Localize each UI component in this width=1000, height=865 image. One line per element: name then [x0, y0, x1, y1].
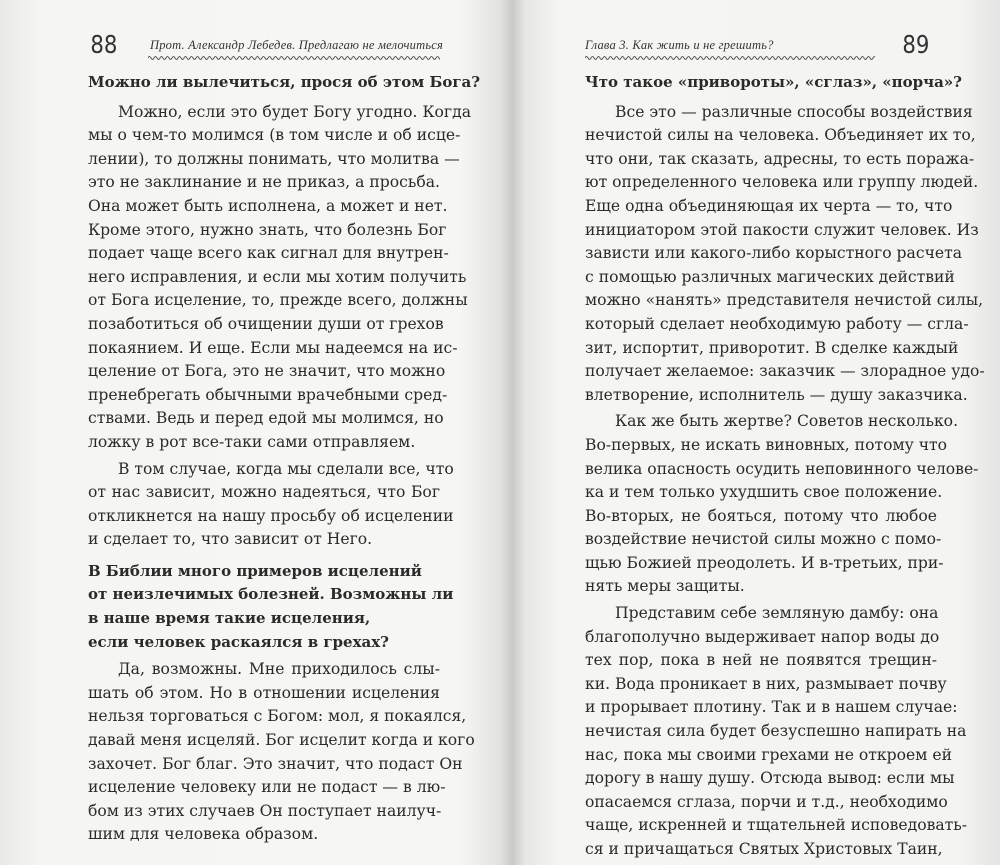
right-running-head: Глава 3. Как жить и не грешить? [585, 38, 774, 52]
right-page-number: 89 [902, 30, 930, 59]
paragraph [88, 658, 475, 847]
text-line: целение от Бога, это не значит, что можно [88, 362, 446, 381]
text-line: пренебрегать обычными врачебными сред- [88, 385, 448, 404]
text-line: тех пор, пока в ней не появятся трещин- [585, 651, 937, 670]
text-line: Можно ли вылечиться, прося об этом Бога? [88, 73, 481, 91]
text-line: и прорывает плотину. Так и в нашем случае: [585, 698, 958, 717]
text-line: ют определенного человека или группу людей. [585, 173, 979, 192]
text-line: с помощью различных магических действий [585, 267, 955, 286]
text-line: Она может быть исполнена, а может и нет. [88, 196, 448, 215]
text-line: Еще одна объединяющая их черта — то, что [585, 196, 953, 215]
text-line: который сделает необходимую работу — сгла- [585, 314, 969, 333]
section-heading [88, 560, 454, 654]
text-line: зависти или какого-либо корыстного расчета [585, 244, 963, 263]
text-line: исцеление человеку или не подаст — в лю- [88, 778, 446, 797]
right-header-wave-rule [585, 54, 875, 62]
text-line: щью Божией преодолеть. И в-третьих, при- [585, 553, 944, 572]
text-line: от неизлечимых болезней. Возможны ли [88, 585, 454, 604]
text-line: шать об этом. Но в отношении исцеления [88, 683, 440, 702]
paragraph [88, 458, 454, 552]
text-line: Во-вторых, не бояться, потому что любое [585, 506, 937, 525]
text-line: Как же быть жертве? Советов несколько. [615, 412, 959, 431]
text-line: лении), то должны понимать, что молитва — [88, 149, 460, 168]
text-line: что они, так сказать, адресны, то есть поража- [585, 149, 975, 168]
text-line: инициатором этой пакости служит человек. Из [585, 220, 979, 239]
text-line: В том случае, когда мы сделали все, что [118, 459, 454, 478]
text-line: ка и тем только ухудшить свое положение. [585, 483, 943, 502]
text-line: от нас зависит, можно надеяться, что Бог [88, 483, 440, 502]
text-line: покаянием. И еще. Если мы надеемся на ис- [88, 338, 458, 357]
text-line: подает чаще всего как сигнал для внутрен- [88, 244, 449, 263]
text-line: дорогу в нашу душу. Отсюда вывод: если мы [585, 769, 955, 788]
text-line: Можно, если это будет Богу угодно. Когда [118, 102, 471, 121]
left-page-number: 88 [90, 30, 118, 59]
text-line: влетворение, исполнитель — душу заказчика. [585, 385, 968, 404]
paragraph [585, 410, 979, 599]
paragraph [585, 602, 968, 862]
section-heading [88, 71, 481, 95]
text-line: благополучно выдерживает напор воды до [585, 627, 940, 646]
text-line: Что такое «привороты», «сглаз», «порча»? [585, 73, 962, 91]
text-line: Кроме этого, нужно знать, что болезнь Бог [88, 220, 447, 239]
text-line: нять меры защиты. [585, 577, 745, 596]
text-line: нечистой силы на человека. Объединяет их то, [585, 126, 976, 145]
text-line: это не заклинание и не приказ, а просьба. [88, 173, 440, 192]
left-running-head: Прот. Александр Лебедев. Предлагаю не мелочиться [150, 38, 443, 52]
text-line: велика опасность осудить неповинного челове- [585, 459, 979, 478]
text-line: давай меня исцеляй. Бог исцелит когда и кого [88, 731, 475, 750]
text-line: опасаемся сглаза, порчи и т.д., необходимо [585, 792, 948, 811]
section-heading [585, 71, 962, 95]
text-line: бом из этих случаев Он поступает наилуч- [88, 801, 442, 820]
paragraph [88, 101, 471, 455]
text-line: ся и причащаться Святых Христовых Таин, [585, 840, 943, 858]
text-line: ствами. Ведь и перед едой мы молимся, но [88, 409, 444, 428]
paragraph [585, 101, 985, 408]
text-line: Во-первых, не искать виновных, потому что [585, 435, 948, 454]
right-page-body [585, 70, 985, 865]
text-line: шим для человека образом. [88, 825, 319, 844]
left-header-wave-rule [148, 54, 440, 62]
text-line: Все это — различные способы воздействия [615, 102, 973, 121]
text-line: нечистая сила будет безуспешно напирать на [585, 722, 967, 741]
text-line: получает желаемое: заказчик — злорадное удо- [585, 362, 985, 381]
text-line: позаботиться об очищении души от грехов [88, 314, 444, 333]
text-line: чаще, искренней и тщательней исповедовать- [585, 816, 968, 835]
text-line: Представим себе земляную дамбу: она [615, 604, 939, 623]
text-line: ложку в рот все-таки сами отправляем. [88, 432, 416, 451]
text-line: зит, испортит, приворотит. В сделке каждый [585, 338, 959, 357]
text-line: Да, возможны. Мне приходилось слы- [118, 660, 440, 679]
text-line: ки. Вода проникает в них, размывает почву [585, 674, 947, 693]
text-line: воздействие нечистой силы можно с помо- [585, 530, 942, 549]
text-line: в наше время такие исцеления, [88, 609, 371, 628]
text-line: захочет. Бог благ. Это значит, что подаст Он [88, 754, 463, 773]
text-line: нельзя торговаться с Богом: мол, я покаялся, [88, 707, 467, 726]
text-line: от Бога исцеление, то, прежде всего, должны [88, 291, 468, 310]
text-line: нас, пока мы своими грехами не откроем ей [585, 745, 952, 764]
text-line: и сделает то, что зависит от Него. [88, 530, 373, 549]
left-page-body [88, 70, 481, 850]
text-line: В Библии много примеров исцелений [88, 561, 422, 580]
text-line: можно «нанять» представителя нечистой силы, [585, 291, 984, 310]
text-line: откликнется на нашу просьбу об исцелении [88, 506, 454, 525]
text-line: мы о чем-то молимся (в том числе и об исце- [88, 126, 461, 145]
text-line: если человек раскаялся в грехах? [88, 632, 389, 651]
text-line: него исправления, и если мы хотим получить [88, 267, 467, 286]
